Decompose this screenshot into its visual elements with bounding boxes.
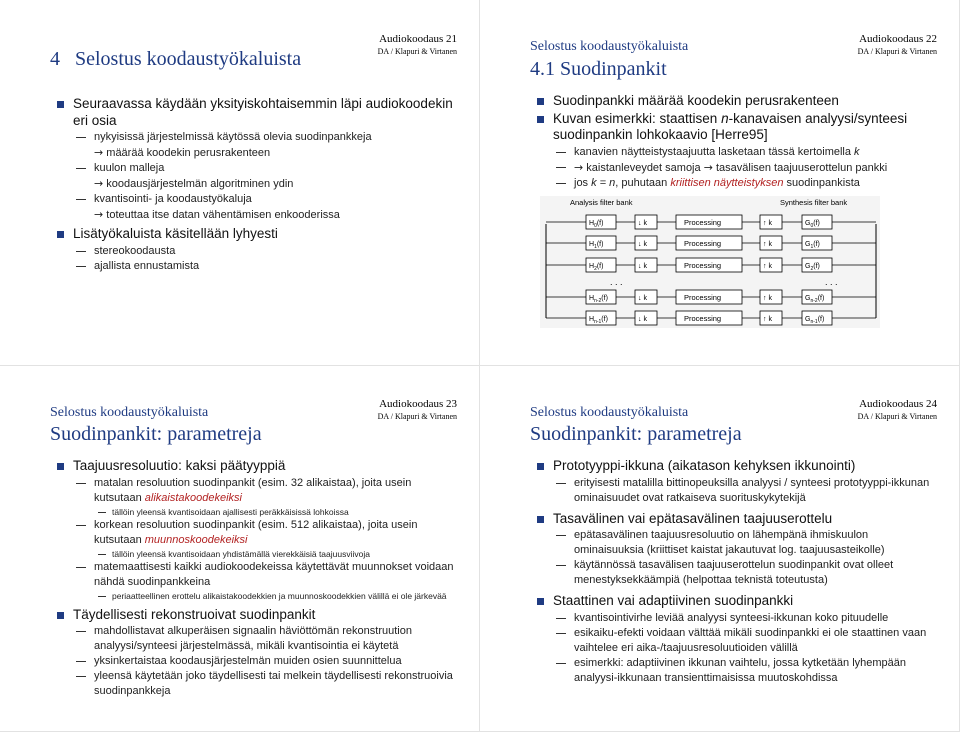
filter-bank-diagram xyxy=(540,196,880,328)
processing-label: Processing xyxy=(684,293,722,302)
processing-label: Processing xyxy=(684,218,722,227)
upsampler-label: ↑ k xyxy=(763,241,772,248)
sub-sub-bullet: tällöin yleensä kvantisoidaan ajallisesti peräkkäisissä lohkoissa xyxy=(56,506,459,518)
bullet: Täydellisesti rekonstruoivat suodinpankit xyxy=(56,607,459,624)
sub-sub-bullet: tällöin yleensä kvantisoidaan yhdistämällä vierekkäisiä taajuusviivoja xyxy=(56,548,459,560)
analysis-filter-label: $H_0(f)$ xyxy=(589,220,604,229)
sub-bullet: jos k = n, puhutaan kriittisen näytteistyksen suodinpankista xyxy=(536,176,939,191)
bullet: Suodinpankki määrää koodekin perusrakenteen xyxy=(536,93,939,110)
arrow-icon: → xyxy=(94,146,104,159)
slide-23 xyxy=(0,366,480,732)
processing-label: Processing xyxy=(684,314,722,323)
downsampler-label: ↓ k xyxy=(638,295,647,302)
synthesis-filter-label: $G_{n-2}(f)$ xyxy=(805,295,825,304)
slide-author: DA / Klapuri & Virtanen xyxy=(377,412,457,421)
sub-bullet: mahdollistavat alkuperäisen signaalin häviöttömän rekonstruution analyysi/synteesi järjestelmässä, mikäli kvantisointia ei käytetä xyxy=(56,624,459,654)
bullet: Prototyyppi-ikkuna (aikatason kehyksen ikkunointi) xyxy=(536,458,939,475)
downsampler-label: ↓ k xyxy=(638,241,647,248)
bullet: Staattinen vai adaptiivinen suodinpankki xyxy=(536,593,939,610)
sub-bullet: nykyisissä järjestelmissä käytössä olevia suodinpankkeja xyxy=(56,130,459,145)
slide-number: Audiokoodaus 24 xyxy=(859,398,937,410)
slide-21 xyxy=(0,0,480,366)
slide-body xyxy=(56,96,459,274)
slide-number: Audiokoodaus 21 xyxy=(379,33,457,45)
synthesis-filter-label: $G_2(f)$ xyxy=(805,263,820,272)
sub-bullet: kanavien näytteistystaajuutta lasketaan tässä kertoimella k xyxy=(536,145,939,160)
slide-number: Audiokoodaus 22 xyxy=(859,33,937,45)
synthesis-filter-label: $G_0(f)$ xyxy=(805,220,820,229)
sub-bullet: stereokoodausta xyxy=(56,244,459,259)
slide-supertitle: Selostus koodaustyökaluista xyxy=(530,405,689,420)
arrow-line: → määrää koodekin perusrakenteen xyxy=(94,146,271,159)
slide-header-info xyxy=(378,33,457,57)
processing-label: Processing xyxy=(684,239,722,248)
sub-bullet: korkean resoluution suodinpankit (esim. 512 alikaistaa), joita usein kutsutaan muunnoskoodekeiksi xyxy=(56,518,459,548)
sub-sub-bullet: periaatteellinen erottelu alikaistakoodekkien ja muunnoskoodekkien välillä ei ole järkevää xyxy=(56,590,459,602)
sub-bullet: matalan resoluution suodinpankit (esim. 32 alikaistaa), joita usein kutsutaan alikaistakoodekeiksi xyxy=(56,476,459,506)
upsampler-label: ↑ k xyxy=(763,316,772,323)
synthesis-filter-label: $G_1(f)$ xyxy=(805,241,820,250)
bullet: Seuraavassa käydään yksityiskohtaisemmin läpi audiokoodekin eri osia xyxy=(56,96,459,129)
arrow-line: → koodausjärjestelmän algoritminen ydin xyxy=(94,177,294,190)
sub-bullet: yleensä käytetään joko täydellisesti tai melkein täydellisesti rekonstruoivia suodinpankkeja xyxy=(56,669,459,699)
analysis-title: Analysis filter bank xyxy=(570,198,633,207)
ellipsis-right: . . . xyxy=(825,277,838,287)
bullet: Kuvan esimerkki: staattisen n-kanavaisen analyysi/synteesi suodinpankin lohkokaavio [Herre95] xyxy=(536,111,939,144)
synthesis-title: Synthesis filter bank xyxy=(780,198,848,207)
slide-title: Suodinpankit: parametreja xyxy=(530,423,742,445)
slide-24 xyxy=(480,366,960,732)
downsampler-label: ↓ k xyxy=(638,263,647,270)
bullet: Lisätyökaluista käsitellään lyhyesti xyxy=(56,226,459,243)
upsampler-label: ↑ k xyxy=(763,295,772,302)
processing-label: Processing xyxy=(684,261,722,270)
sub-bullet: kuulon malleja xyxy=(56,161,459,176)
arrow-icon: → xyxy=(94,177,104,190)
sub-bullet: kvantisointi- ja koodaustyökaluja xyxy=(56,192,459,207)
analysis-filter-label: $H_1(f)$ xyxy=(589,241,604,250)
sub-bullet: epätasavälinen taajuusresoluutio on lähempänä ihmiskuulon ominaisuuksia (kriittiset kaistat jakautuvat log. taajuusasteikolle) xyxy=(536,528,939,558)
slide-supertitle: Selostus koodaustyökaluista xyxy=(530,39,689,54)
sub-bullet: esikaiku-efekti voidaan välttää mikäli suodinpankki ei ole staattinen vaan vaihtelee eri aika-/taajuusresoluutioiden välillä xyxy=(536,626,939,656)
slide-body xyxy=(536,458,939,686)
sub-bullet: erityisesti matalilla bittinopeuksilla analyysi / synteesi prototyyppi-ikkunan ominaisuudet ovat ratkaiseva suorituskykytekijä xyxy=(536,476,939,506)
slide-title: Suodinpankit: parametreja xyxy=(50,423,262,445)
slide-body xyxy=(56,458,459,699)
slide-author: DA / Klapuri & Virtanen xyxy=(377,47,457,56)
downsampler-label: ↓ k xyxy=(638,220,647,227)
slide-header-info xyxy=(858,398,937,422)
sub-bullet: → kaistanleveydet samoja → tasavälisen taajuuserottelun pankki xyxy=(536,160,939,176)
slide-title: 4.1 Suodinpankit xyxy=(530,58,667,80)
arrow-icon: → xyxy=(94,208,104,221)
upsampler-label: ↑ k xyxy=(763,263,772,270)
arrow-icon: → xyxy=(703,160,713,174)
sub-bullet: kvantisointivirhe leviää analyysi synteesi-ikkunan koko pituudelle xyxy=(536,611,939,626)
upsampler-label: ↑ k xyxy=(763,220,772,227)
slide-author: DA / Klapuri & Virtanen xyxy=(857,47,937,56)
analysis-filter-label: $H_{n-2}(f)$ xyxy=(589,295,608,304)
arrow-line: → toteuttaa itse datan vähentämisen enkooderissa xyxy=(94,208,340,221)
arrow-icon: → xyxy=(574,160,584,174)
slide-header-info xyxy=(858,33,937,57)
slide-title: 4 Selostus koodaustyökaluista xyxy=(50,48,302,70)
synthesis-filter-label: $G_{n-1}(f)$ xyxy=(805,316,825,325)
bullet: Taajuusresoluutio: kaksi päätyyppiä xyxy=(56,458,459,475)
analysis-filter-label: $H_2(f)$ xyxy=(589,263,604,272)
downsampler-label: ↓ k xyxy=(638,316,647,323)
sub-bullet: käytännössä tasavälisen taajuuserottelun suodinpankit ovat olleet menestyksekkäämpiä (helpottaa teknistä toteutusta) xyxy=(536,558,939,588)
slide-number: Audiokoodaus 23 xyxy=(379,398,457,410)
slide-supertitle: Selostus koodaustyökaluista xyxy=(50,405,209,420)
ellipsis-left: . . . xyxy=(610,277,623,287)
bullet: Tasavälinen vai epätasavälinen taajuuserottelu xyxy=(536,511,939,528)
analysis-filter-label: $H_{n-1}(f)$ xyxy=(589,316,608,325)
sub-bullet: matemaattisesti kaikki audiokoodekeissa käytettävät muunnokset voidaan nähdä suodinpankkeina xyxy=(56,560,459,590)
sub-bullet: esimerkki: adaptiivinen ikkunan vaihtelu, jossa kytketään lyhempään analyysi-ikkunaan transienttimaisissa muutoskohdissa xyxy=(536,656,939,686)
sub-bullet: ajallista ennustamista xyxy=(56,259,459,274)
slide-author: DA / Klapuri & Virtanen xyxy=(857,412,937,421)
slide-header-info xyxy=(378,398,457,422)
sub-bullet: yksinkertaistaa koodausjärjestelmän muiden osien suunnittelua xyxy=(56,654,459,669)
slide-body xyxy=(536,93,939,191)
